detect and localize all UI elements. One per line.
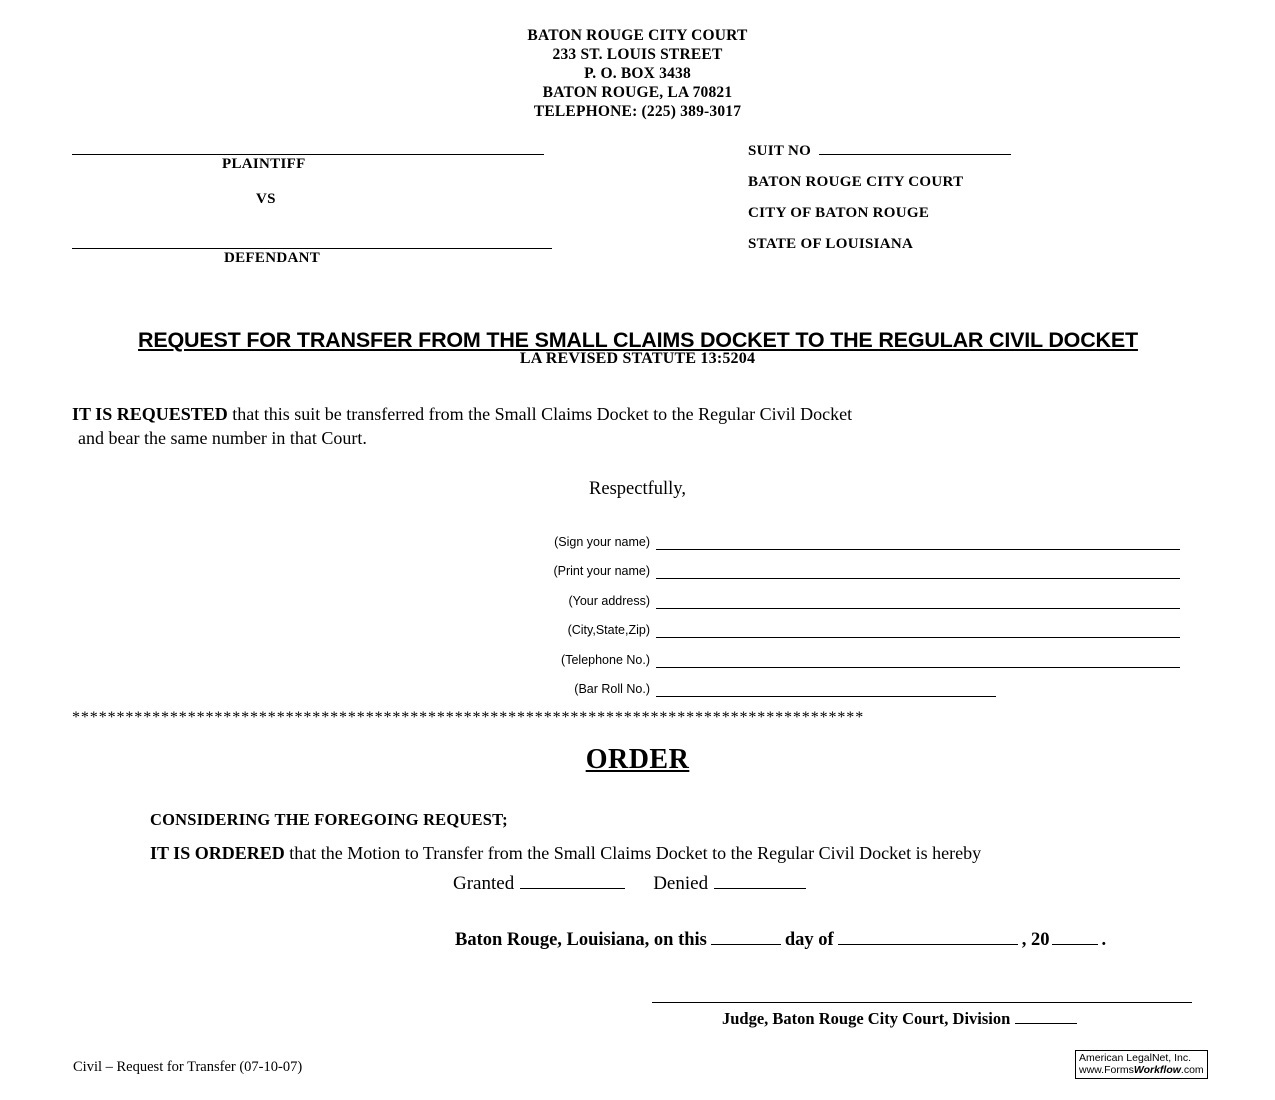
caption-right-line-1: BATON ROUGE CITY COURT [748, 174, 964, 190]
signature-row-bar-roll [520, 668, 1180, 698]
request-line-2: and bear the same number in that Court. [78, 428, 367, 448]
signature-row-address [520, 579, 1180, 609]
form-id-footer: Civil – Request for Transfer (07-10-07) [73, 1059, 303, 1075]
telephone-no-label: (Telephone No.) [561, 652, 650, 667]
court-header-line-5: TELEPHONE: (225) 389-3017 [533, 103, 742, 120]
plaintiff-label: PLAINTIFF [222, 156, 306, 172]
court-header [0, 28, 1275, 123]
judge-signature-blank[interactable] [652, 988, 1192, 1003]
request-lead: IT IS REQUESTED [72, 404, 228, 424]
date-month-blank[interactable] [838, 928, 1018, 945]
stamp-url-italic: Workflow [1133, 1064, 1181, 1076]
signature-row-sign-name [520, 520, 1180, 550]
bar-roll-no-label: (Bar Roll No.) [574, 682, 650, 696]
defendant-label: DEFENDANT [224, 250, 321, 266]
granted-label: Granted [453, 873, 515, 894]
court-header-line-2: 233 ST. LOUIS STREET [552, 46, 723, 63]
date-suffix: . [1101, 930, 1107, 950]
date-year-blank[interactable] [1052, 928, 1098, 945]
order-date-line [455, 928, 1106, 951]
suit-no-row [748, 142, 1208, 160]
request-line-1: that this suit be transferred from the Small Claims Docket to the Regular Civil Docket [227, 404, 853, 424]
ordered-paragraph [150, 843, 1210, 864]
page-title: REQUEST FOR TRANSFER FROM THE SMALL CLAIMS DOCKET TO THE REGULAR CIVIL DOCKET [138, 328, 1138, 352]
considering-text: CONSIDERING THE FOREGOING REQUEST; [150, 810, 508, 829]
caption-right-line-3: STATE OF LOUISIANA [748, 236, 914, 252]
suit-no-label: SUIT NO [748, 143, 812, 159]
date-year-prefix: , 20 [1021, 930, 1050, 950]
your-address-blank[interactable] [656, 593, 1180, 609]
stamp-url-prefix: www.Forms [1079, 1064, 1134, 1076]
versus-label: VS [256, 191, 276, 207]
defendant-name-blank[interactable] [72, 236, 552, 249]
american-legalnet-stamp [1075, 1050, 1208, 1079]
asterisk-divider: ***************************************************************************************** [72, 709, 865, 726]
sign-your-name-blank[interactable] [656, 534, 1180, 550]
suit-no-blank[interactable] [819, 142, 1011, 155]
court-header-line-4: BATON ROUGE, LA 70821 [542, 84, 733, 101]
signature-row-telephone [520, 638, 1180, 668]
print-your-name-label: (Print your name) [553, 564, 650, 578]
telephone-no-blank[interactable] [656, 652, 1180, 668]
denied-label: Denied [653, 873, 709, 894]
print-your-name-blank[interactable] [656, 563, 1180, 579]
sign-your-name-label: (Sign your name) [554, 534, 650, 549]
stamp-line-2 [1079, 1064, 1205, 1076]
date-prefix: Baton Rouge, Louisiana, on this [455, 930, 707, 950]
your-address-label: (Your address) [568, 593, 650, 608]
granted-denied-row [453, 872, 806, 895]
ordered-lead: IT IS ORDERED [150, 843, 285, 863]
caption-right-line-2: CITY OF BATON ROUGE [748, 205, 930, 221]
stamp-line-1: American LegalNet, Inc. [1079, 1052, 1192, 1064]
court-header-line-1: BATON ROUGE CITY COURT [527, 27, 748, 44]
caption-right [748, 142, 1208, 267]
page-subtitle: LA REVISED STATUTE 13:5204 [519, 350, 756, 367]
caption-left [72, 142, 592, 267]
city-state-zip-label: (City,State,Zip) [567, 623, 650, 637]
court-header-line-3: P. O. BOX 3438 [584, 65, 691, 82]
respectfully-label: Respectfully, [589, 479, 686, 499]
bar-roll-no-blank[interactable] [656, 681, 996, 697]
judge-signature-label [722, 1007, 1077, 1029]
request-paragraph [72, 402, 1172, 450]
order-heading: ORDER [585, 744, 690, 775]
date-day-blank[interactable] [711, 928, 781, 945]
signature-row-city-state-zip [520, 609, 1180, 639]
granted-blank[interactable] [520, 872, 625, 889]
stamp-url-suffix: .com [1180, 1064, 1204, 1076]
city-state-zip-blank[interactable] [656, 622, 1180, 638]
judge-division-blank[interactable] [1015, 1007, 1077, 1024]
signature-row-print-name [520, 550, 1180, 580]
ordered-text: that the Motion to Transfer from the Small Claims Docket to the Regular Civil Docket is hereby [284, 843, 982, 863]
signature-block [520, 520, 1180, 697]
denied-blank[interactable] [714, 872, 806, 889]
plaintiff-name-blank[interactable] [72, 142, 544, 155]
date-day-word: day of [784, 930, 834, 950]
judge-label-text: Judge, Baton Rouge City Court, Division [722, 1009, 1011, 1028]
